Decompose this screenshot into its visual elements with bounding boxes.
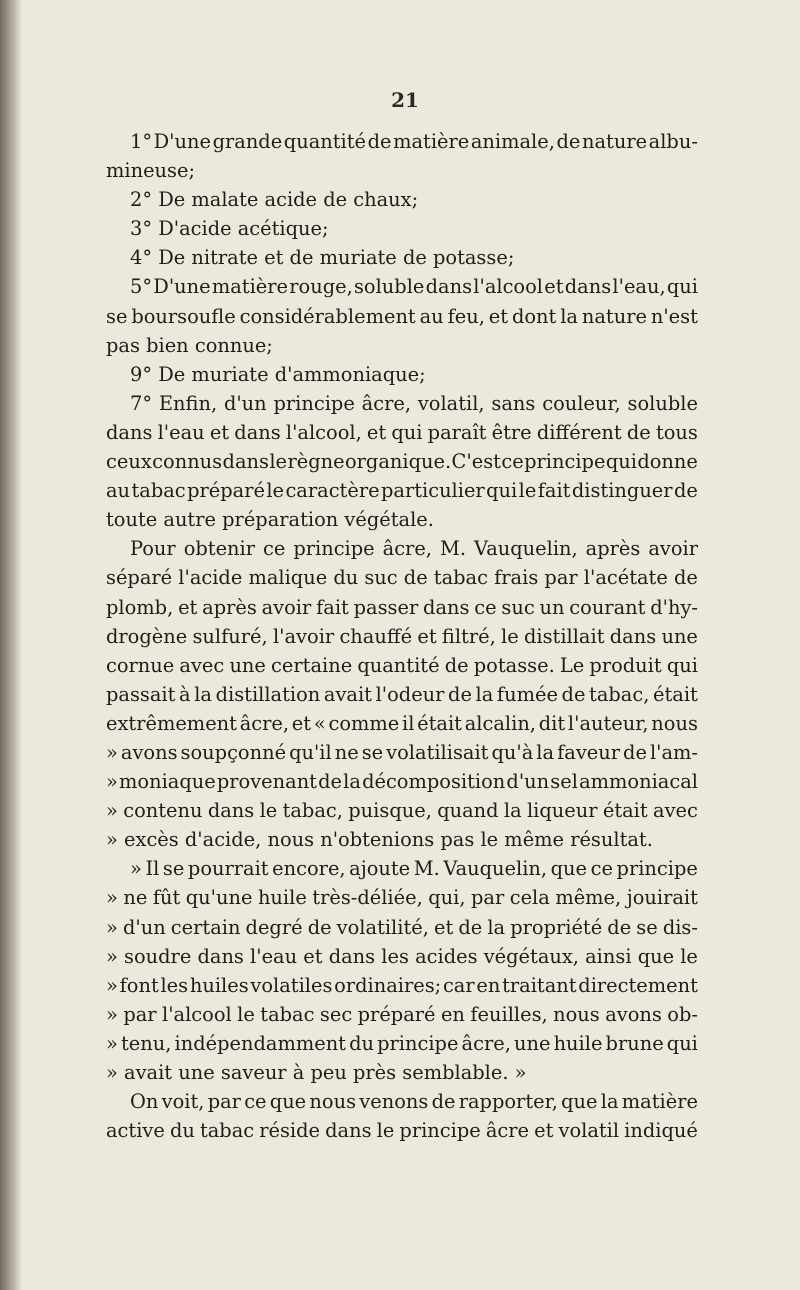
text-line: 7° Enfin, d'un principe âcre, volatil, sans couleur, soluble: [130, 391, 698, 415]
text-line: se boursoufle considérablement au feu, et dont la nature n'est: [106, 304, 698, 328]
text-line: séparé l'acide malique du suc de tabac frais par l'acétate de: [106, 566, 698, 590]
text-line: » soudre dans l'eau et dans les acides végétaux, ainsi que le: [106, 944, 698, 968]
text-line: » par l'alcool le tabac sec préparé en feuilles, nous avons ob-: [106, 1002, 698, 1026]
text-line: 1° D'une grande quantité de matière animale, de nature albu-: [130, 130, 698, 153]
text-line: » excès d'acide, nous n'obtenions pas le même résultat.: [106, 828, 653, 852]
page-number: 21: [391, 88, 419, 112]
text-line: » ne fût qu'une huile très-déliée, qui, par cela même, jouirait: [106, 886, 698, 910]
text-line: ceux connus dans le règne organique. C'est ce principe qui donne: [106, 450, 698, 474]
text-line: 3° D'acide acétique;: [130, 217, 329, 241]
text-line: extrêmement âcre, et « comme il était alcalin, dit l'auteur, nous: [106, 711, 698, 735]
text-line: active du tabac réside dans le principe âcre et volatil indiqué: [106, 1119, 698, 1143]
text-line: On voit, par ce que nous venons de rapporter, que la matière: [130, 1090, 698, 1114]
text-line: » contenu dans le tabac, puisque, quand la liqueur était avec: [106, 799, 698, 823]
text-line: » avait une saveur à peu près semblable. »: [106, 1061, 527, 1084]
text-line: au tabac préparé le caractère particulier qui le fait distinguer de: [106, 479, 698, 503]
text-line: cornue avec une certaine quantité de potasse. Le produit qui: [106, 653, 698, 677]
text-line: pas bien connue;: [106, 333, 273, 357]
text-line: passait à la distillation avait l'odeur de la fumée de tabac, était: [106, 682, 698, 706]
text-line: » moniaque provenant de la décomposition d'un sel ammoniacal: [106, 770, 698, 794]
text-line: » tenu, indépendamment du principe âcre, une huile brune qui: [106, 1031, 698, 1055]
text-line: dans l'eau et dans l'alcool, et qui paraît être différent de tous: [106, 420, 698, 444]
text-line: plomb, et après avoir fait passer dans ce suc un courant d'hy-: [106, 595, 698, 619]
text-line: » Il se pourrait encore, ajoute M. Vauquelin, que ce principe: [130, 857, 698, 881]
text-line: » font les huiles volatiles ordinaires; car en traitant directement: [106, 973, 698, 997]
text-line: » d'un certain degré de volatilité, et de la propriété de se dis-: [106, 915, 698, 939]
text-line: 5° D'une matière rouge, soluble dans l'alcool et dans l'eau, qui: [130, 275, 698, 299]
text-line: 4° De nitrate et de muriate de potasse;: [130, 246, 515, 270]
text-line: » avons soupçonné qu'il ne se volatilisait qu'à la faveur de l'am-: [106, 740, 698, 764]
text-line: Pour obtenir ce principe âcre, M. Vauquelin, après avoir: [130, 537, 698, 561]
text-line: 2° De malate acide de chaux;: [130, 188, 419, 212]
body-text: [106, 127, 698, 1145]
text-line: drogène sulfuré, l'avoir chauffé et filtré, le distillait dans une: [106, 624, 698, 648]
text-line: toute autre préparation végétale.: [106, 508, 434, 532]
text-line: 9° De muriate d'ammoniaque;: [130, 362, 426, 386]
text-line: mineuse;: [106, 159, 195, 183]
page-binding-edge: [0, 0, 22, 1290]
